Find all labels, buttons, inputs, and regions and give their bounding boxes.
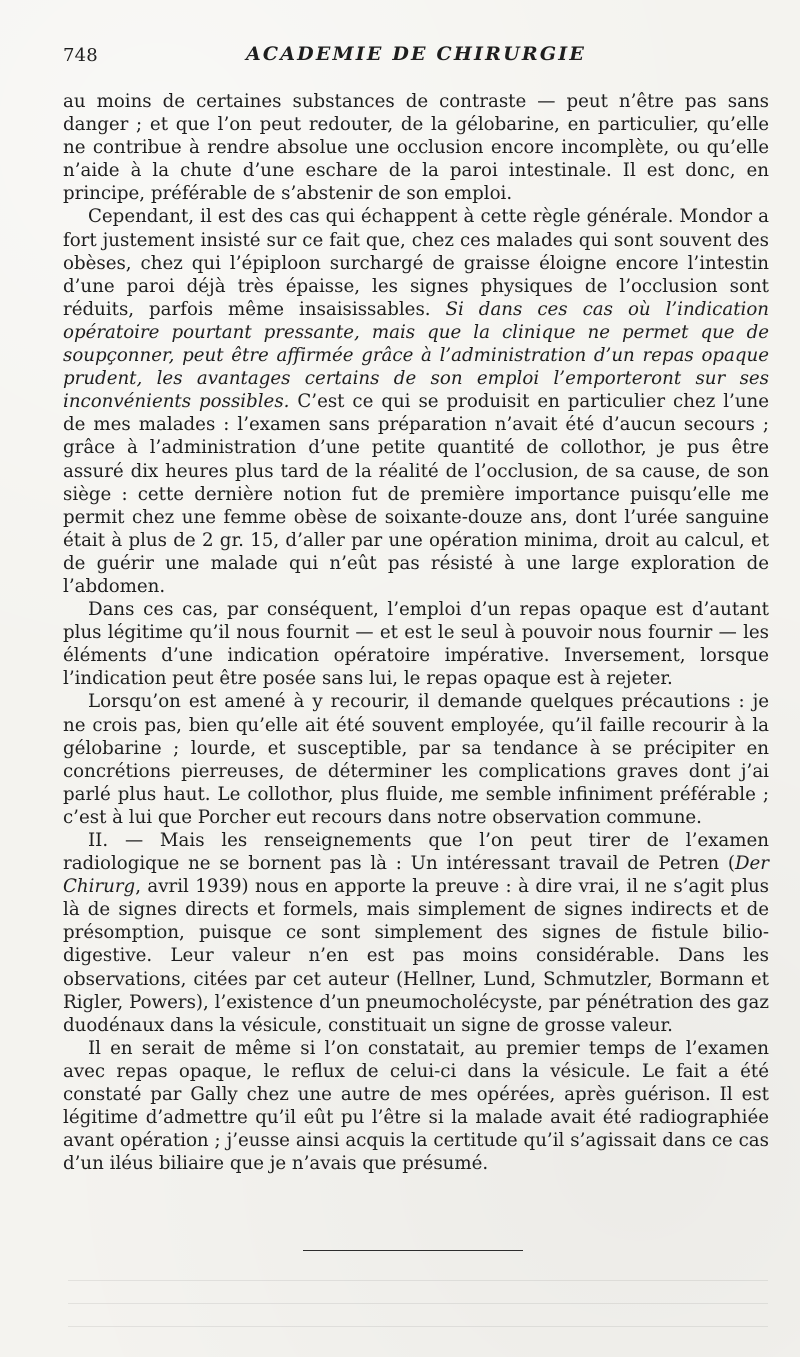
page-number: 748 xyxy=(63,45,98,66)
paragraph-text: Dans ces cas, par conséquent, l’emploi d’un repas opaque est d’autant plus légitime qu’il nous fournit — et est le seul à pouvoir nous fournir — les éléments d’une indication opératoire impérative. Inversement, lorsque l’indication peut être posée sans lui, le repas opaque est à rejeter. xyxy=(63,599,769,690)
paragraph xyxy=(63,690,769,829)
running-title: ACADEMIE DE CHIRURGIE xyxy=(245,43,587,65)
page-header xyxy=(63,42,769,70)
faint-line xyxy=(68,1268,768,1281)
journal-title: Der Chirurg xyxy=(63,853,769,898)
section-divider xyxy=(303,1250,523,1251)
emphasized-text: Si dans ces cas où l’indication opératoire pourtant pressante, mais que la clinique ne permet que de soupçonner, peut être affirmée grâce à l’administration d’un repas opaque prudent, les avantages certains de son emploi l’emporteront sur ses inconvénients possibles. xyxy=(63,298,769,413)
paragraph-text: Cependant, il est des cas qui échappent à cette règle générale. Mondor a fort justement insisté sur ce fait que, chez ces malades qui sont souvent des obèses, chez qui l’épiploon surchargé de graisse éloigne encore l’intestin d’une paroi déjà très épaisse, les signes physiques de l’occlusion sont réduits, parfois même insaisissables. xyxy=(63,206,769,320)
paragraph-text: C’est ce qui se produisit en particulier chez l’une de mes malades : l’examen sans préparation n’avait été d’aucun secours ; grâce à l’administration d’une petite quantité de collothor, je pus être assuré dix heures plus tard de la réalité de l’occlusion, de sa cause, de son siège : cette dernière notion fut de première importance puisqu’elle me permit chez une femme obèse de soixante-douze ans, dont l’urée sanguine était à plus de 2 gr. 15, d’aller par une opération minima, droit au calcul, et de guérir une malade qui n’eût pas résisté à une large exploration de l’abdomen. xyxy=(63,391,770,597)
paragraph-text: , avril 1939) nous en apporte la preuve : à dire vrai, il ne s’agit plus là de signes directs et formels, mais simplement de signes indirects et de présomption, puisque ce sont simplement des signes de fistule bilio-digestive. Leur valeur n’en est pas moins considérable. Dans les observations, citées par cet auteur (Hellner, Lund, Schmutzler, Bormann et Rigler, Powers), l’existence d’un pneumocholécyste, par pénétration des gaz duodénaux dans la vésicule, constituait un signe de grosse valeur. xyxy=(63,876,769,1036)
paragraph xyxy=(63,90,769,205)
paragraph xyxy=(63,1037,769,1176)
faint-line xyxy=(68,1314,768,1327)
paragraph-text: au moins de certaines substances de contraste — peut n’être pas sans danger ; et que l’on peut redouter, de la gélobarine, en particulier, qu’elle ne contribue à rendre absolue une occlusion encore incomplète, ou qu’elle n’aide à la chute d’une eschare de la paroi intestinale. Il est donc, en principe, préférable de s’abstenir de son emploi. xyxy=(63,91,769,205)
paragraph xyxy=(63,205,769,598)
paragraph-text: Lorsqu’on est amené à y recourir, il demande quelques précautions : je ne crois pas, bien qu’elle ait été souvent employée, qu’il faille recourir à la gélobarine ; lourde, et susceptible, par sa tendance à se précipiter en concrétions pierreuses, de déterminer les complications graves dont j’ai parlé plus haut. Le collothor, plus fluide, me semble infiniment préférable ; c’est à lui que Porcher eut recours dans notre observation commune. xyxy=(63,691,769,828)
paragraph xyxy=(63,829,769,1037)
paragraph-text: Il en serait de même si l’on constatait, au premier temps de l’examen avec repas opaque, le reflux de celui-ci dans la vésicule. Le fait a été constaté par Gally chez une autre de mes opérées, après guérison. Il est légitime d’admettre qu’il eût pu l’être si la malade avait été radiographiée avant opération ; j’eusse ainsi acquis la certitude qu’il s’agissait dans ce cas d’un iléus biliaire que je n’avais que présumé. xyxy=(63,1037,769,1175)
show-through-text xyxy=(68,1268,768,1338)
paragraph-text: II. — Mais les renseignements que l’on peut tirer de l’examen radiologique ne se bornent pas là : Un intéressant travail de Petren ( xyxy=(63,830,769,875)
article-body xyxy=(63,90,769,1175)
faint-line xyxy=(68,1291,768,1304)
paragraph xyxy=(63,598,769,690)
